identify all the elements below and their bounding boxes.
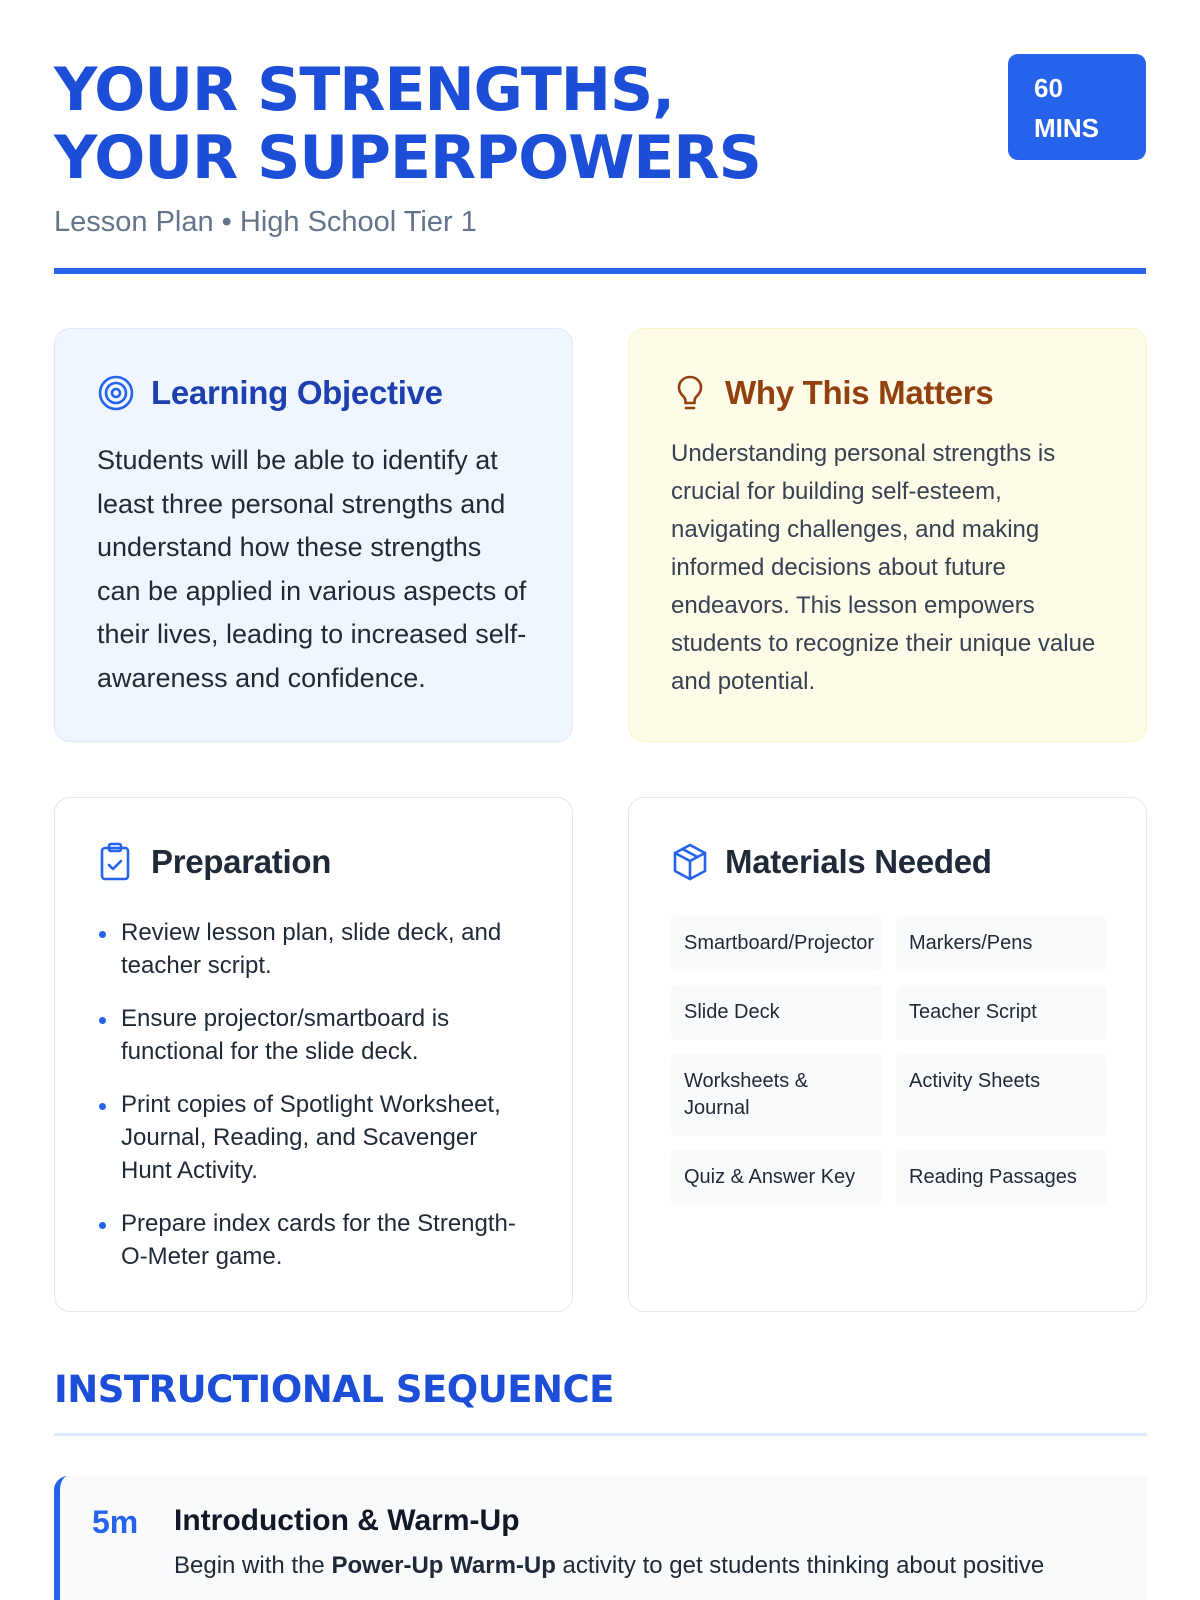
materials-card	[628, 797, 1147, 1312]
preparation-card	[54, 797, 573, 1312]
list-item: Prepare index cards for the Strength-O-Meter game.	[97, 1207, 530, 1273]
step-desc-text: Begin with the	[174, 1552, 332, 1579]
preparation-list	[97, 916, 530, 1273]
header	[54, 0, 1146, 274]
step-desc-text: activity to get students thinking about positive	[555, 1552, 1045, 1579]
card-header	[97, 838, 530, 886]
card-title: Why This Matters	[725, 374, 994, 411]
material-item: Activity Sheets	[896, 1054, 1107, 1136]
material-item: Reading Passages	[896, 1150, 1107, 1205]
step-title: Introduction & Warm-Up	[174, 1504, 520, 1537]
page-subtitle: Lesson Plan • High School Tier 1	[54, 206, 477, 238]
why-text: Understanding personal strengths is crucial for building self-esteem, navigating challenges, and making informed decisions about future endeavors. This lesson empowers students to recognize their unique value and potential.	[671, 440, 1096, 695]
overview-row	[54, 328, 1147, 742]
target-icon	[97, 373, 137, 413]
learning-objective-card	[54, 328, 573, 742]
duration-unit: MINS	[1034, 113, 1099, 143]
box-icon	[671, 842, 711, 882]
step-duration: 5m	[92, 1504, 139, 1540]
card-header	[671, 838, 1104, 886]
objective-text: Students will be able to identify at least three personal strengths and understand how these strengths can be applied in various aspects of their lives, leading to increased self-awareness and confidence.	[97, 445, 527, 693]
material-item: Markers/Pens	[896, 916, 1107, 971]
card-title: Materials Needed	[725, 843, 992, 880]
list-item: Print copies of Spotlight Worksheet, Journal, Reading, and Scavenger Hunt Activity.	[97, 1088, 530, 1187]
card-header	[671, 369, 1104, 417]
why-this-matters-card	[628, 328, 1147, 742]
clipboard-check-icon	[97, 842, 137, 882]
lightbulb-icon	[671, 373, 711, 413]
duration-badge	[1008, 54, 1146, 160]
sequence-step	[54, 1476, 1147, 1600]
section-title: INSTRUCTIONAL SEQUENCE	[54, 1368, 614, 1411]
card-title: Preparation	[151, 843, 332, 880]
materials-grid	[671, 916, 1104, 1205]
material-item: Quiz & Answer Key	[671, 1150, 882, 1205]
material-item: Slide Deck	[671, 985, 882, 1040]
list-item: Ensure projector/smartboard is functional for the slide deck.	[97, 1002, 530, 1068]
logistics-row	[54, 797, 1147, 1312]
material-item: Worksheets & Journal	[671, 1054, 882, 1136]
material-item: Smartboard/Projector	[671, 916, 882, 971]
sequence-header	[54, 1368, 1147, 1436]
step-desc-emphasis: Power-Up Warm-Up	[331, 1552, 556, 1579]
duration-value: 60	[1034, 73, 1063, 103]
step-body	[174, 1504, 1044, 1600]
material-item: Teacher Script	[896, 985, 1107, 1040]
list-item: Review lesson plan, slide deck, and teacher script.	[97, 916, 530, 982]
step-description	[174, 1552, 1044, 1580]
page-title: YOUR STRENGTHS, YOUR SUPERPOWERS	[54, 55, 761, 193]
card-title: Learning Objective	[151, 374, 443, 411]
card-header	[97, 369, 530, 417]
